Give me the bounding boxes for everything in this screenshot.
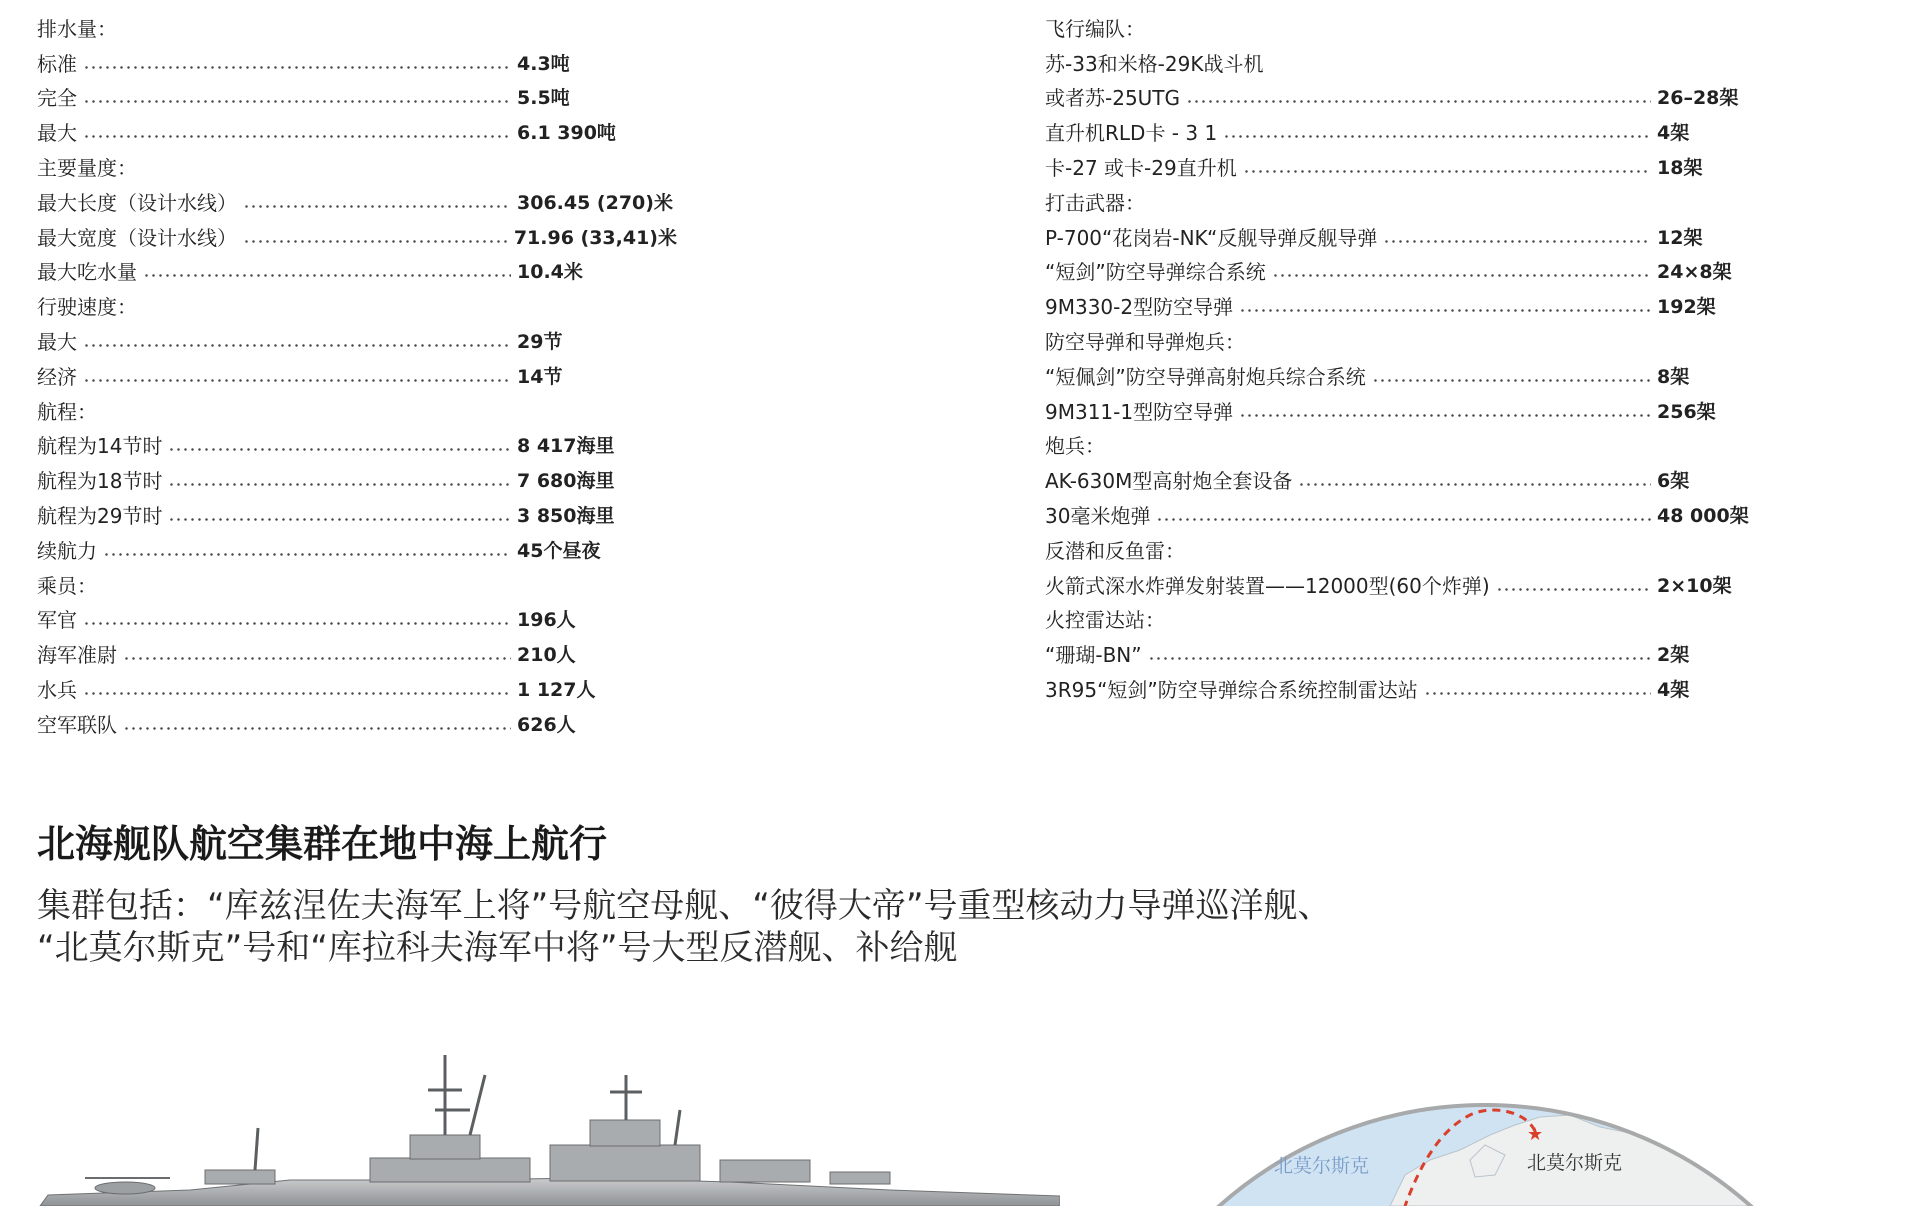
spec-label: P-700“花岗岩-NK“反舰导弹反舰导弹 bbox=[1045, 225, 1378, 250]
description-line-1: 集群包括：“库兹涅佐夫海军上将”号航空母舰、“彼得大帝”号重型核动力导弹巡洋舰、 bbox=[37, 886, 1332, 926]
spec-row bbox=[1045, 493, 1765, 528]
spec-row bbox=[37, 250, 677, 285]
spec-row bbox=[37, 354, 677, 389]
spec-label: 经济 bbox=[37, 364, 77, 389]
spec-value: 1 127人 bbox=[517, 678, 596, 701]
spec-value: 8 417海里 bbox=[517, 435, 615, 458]
spec-label: 军官 bbox=[37, 608, 77, 633]
spec-heading bbox=[37, 145, 677, 180]
ship-hull bbox=[40, 1178, 1060, 1206]
spec-row bbox=[1045, 354, 1765, 389]
spec-label: 排水量： bbox=[37, 16, 117, 41]
spec-label: 行驶速度： bbox=[37, 295, 137, 320]
dot-leader bbox=[243, 231, 508, 245]
spec-row bbox=[37, 319, 677, 354]
spec-label: 航程为14节时 bbox=[37, 434, 163, 459]
spec-value: 192架 bbox=[1657, 296, 1716, 319]
dot-leader bbox=[1298, 474, 1651, 488]
spec-row bbox=[37, 41, 677, 76]
spec-label: 火控雷达站： bbox=[1045, 608, 1165, 633]
spec-value: 29节 bbox=[517, 330, 563, 353]
section-title: 北海舰队航空集群在地中海上航行 bbox=[37, 822, 608, 866]
spec-row bbox=[1045, 145, 1765, 180]
spec-row bbox=[37, 493, 677, 528]
spec-value: 210人 bbox=[517, 644, 576, 667]
spec-label: 主要量度： bbox=[37, 155, 137, 180]
spec-row bbox=[37, 180, 677, 215]
spec-row bbox=[1045, 110, 1765, 145]
spec-row bbox=[37, 598, 677, 633]
spec-label: 卡-27 或卡-29直升机 bbox=[1045, 155, 1237, 180]
spec-label: 乘员： bbox=[37, 573, 97, 598]
spec-value: 256架 bbox=[1657, 400, 1716, 423]
spec-row bbox=[1045, 458, 1765, 493]
spec-label: 航程为18节时 bbox=[37, 469, 163, 494]
spec-value: 4架 bbox=[1657, 678, 1690, 701]
spec-label: 空军联队 bbox=[37, 712, 117, 737]
description-line-2: “北莫尔斯克”号和“库拉科夫海军中将”号大型反潜舰、补给舰 bbox=[37, 928, 958, 968]
spec-value: 6.1 390吨 bbox=[517, 122, 616, 145]
spec-heading bbox=[37, 563, 677, 598]
dot-leader bbox=[1372, 370, 1651, 384]
dot-leader bbox=[1496, 579, 1651, 593]
spec-row bbox=[37, 424, 677, 459]
dot-leader bbox=[1186, 91, 1651, 105]
spec-row bbox=[37, 215, 677, 250]
map-graphic bbox=[1140, 1065, 1780, 1206]
spec-row bbox=[37, 667, 677, 702]
specs-left-column bbox=[37, 6, 677, 737]
dot-leader bbox=[103, 544, 511, 558]
spec-label: 航程为29节时 bbox=[37, 503, 163, 528]
dot-leader bbox=[83, 370, 511, 384]
spec-value: 26–28架 bbox=[1657, 87, 1739, 110]
dot-leader bbox=[1239, 405, 1651, 419]
spec-row bbox=[1045, 284, 1765, 319]
dot-leader bbox=[83, 613, 511, 627]
spec-row bbox=[1045, 632, 1765, 667]
spec-label: 3R95“短剑”防空导弹综合系统控制雷达站 bbox=[1045, 677, 1418, 702]
dot-leader bbox=[123, 648, 511, 662]
route-map bbox=[1140, 1065, 1780, 1206]
spec-value: 24×8架 bbox=[1657, 261, 1732, 284]
spec-row bbox=[1045, 667, 1765, 702]
dot-leader bbox=[1243, 161, 1651, 175]
spec-row bbox=[37, 528, 677, 563]
spec-label: 航程： bbox=[37, 399, 97, 424]
spec-heading bbox=[37, 389, 677, 424]
spec-row bbox=[1045, 563, 1765, 598]
dot-leader bbox=[1272, 265, 1651, 279]
spec-label: 打击武器： bbox=[1045, 190, 1145, 215]
spec-row bbox=[37, 458, 677, 493]
dot-leader bbox=[83, 126, 511, 140]
dot-leader bbox=[1156, 509, 1651, 523]
spec-row bbox=[37, 632, 677, 667]
spec-label: 海军准尉 bbox=[37, 643, 117, 668]
spec-label: 水兵 bbox=[37, 677, 77, 702]
spec-label: 完全 bbox=[37, 86, 77, 111]
spec-row bbox=[1045, 389, 1765, 424]
spec-row bbox=[1045, 250, 1765, 285]
dot-leader bbox=[83, 91, 511, 105]
spec-heading bbox=[1045, 319, 1765, 354]
spec-value: 14节 bbox=[517, 365, 563, 388]
spec-value: 7 680海里 bbox=[517, 470, 615, 493]
dot-leader bbox=[1148, 648, 1651, 662]
spec-value: 71.96 (33,41)米 bbox=[513, 226, 677, 249]
star-icon: ★ bbox=[1527, 1124, 1544, 1145]
spec-label: 30毫米炮弹 bbox=[1045, 503, 1151, 528]
spec-heading bbox=[1045, 598, 1765, 633]
dot-leader bbox=[83, 683, 511, 697]
spec-label: 炮兵： bbox=[1045, 434, 1105, 459]
spec-label: 最大长度（设计水线） bbox=[37, 190, 237, 215]
spec-value: 12架 bbox=[1657, 226, 1703, 249]
spec-row bbox=[37, 76, 677, 111]
dot-leader bbox=[1383, 231, 1651, 245]
ship-superstructure bbox=[205, 1120, 890, 1184]
spec-heading bbox=[1045, 6, 1765, 41]
spec-label: AK-630M型高射炮全套设备 bbox=[1045, 469, 1293, 494]
dot-leader bbox=[1223, 126, 1651, 140]
spec-label: 反潜和反鱼雷： bbox=[1045, 538, 1185, 563]
spec-row bbox=[37, 110, 677, 145]
spec-heading bbox=[1045, 424, 1765, 459]
spec-value: 8架 bbox=[1657, 365, 1690, 388]
spec-label: 防空导弹和导弹炮兵： bbox=[1045, 329, 1245, 354]
spec-label: 9M330-2型防空导弹 bbox=[1045, 295, 1234, 320]
dot-leader bbox=[243, 196, 511, 210]
spec-label: 火箭式深水炸弹发射装置——12000型(60个炸弹) bbox=[1045, 573, 1490, 598]
dot-leader bbox=[168, 474, 511, 488]
spec-heading bbox=[1045, 41, 1765, 76]
map-label-sea: 北莫尔斯克 bbox=[1274, 1155, 1370, 1177]
spec-label: 最大宽度（设计水线） bbox=[37, 225, 237, 250]
spec-label: 飞行编队： bbox=[1045, 16, 1145, 41]
spec-value: 3 850海里 bbox=[517, 504, 615, 527]
spec-label: 续航力 bbox=[37, 538, 97, 563]
dot-leader bbox=[83, 335, 511, 349]
dot-leader bbox=[168, 509, 511, 523]
dot-leader bbox=[143, 265, 511, 279]
spec-label: “短剑”防空导弹综合系统 bbox=[1045, 260, 1266, 285]
spec-value: 2架 bbox=[1657, 644, 1690, 667]
spec-label: 最大 bbox=[37, 329, 77, 354]
spec-label: “珊瑚-BN” bbox=[1045, 643, 1142, 668]
specs-right-column bbox=[1045, 6, 1765, 702]
spec-value: 626人 bbox=[517, 713, 576, 736]
dot-leader bbox=[123, 718, 511, 732]
spec-heading bbox=[37, 6, 677, 41]
dot-leader bbox=[168, 439, 511, 453]
spec-label: 标准 bbox=[37, 51, 77, 76]
section-description bbox=[37, 885, 1537, 969]
spec-value: 45个昼夜 bbox=[517, 539, 601, 562]
spec-row bbox=[1045, 215, 1765, 250]
warship-illustration bbox=[30, 1030, 1060, 1206]
spec-value: 306.45 (270)米 bbox=[517, 191, 673, 214]
spec-value: 5.5吨 bbox=[517, 87, 570, 110]
spec-label: 直升机RLD卡 - 3 1 bbox=[1045, 121, 1218, 146]
spec-label: 或者苏-25UTG bbox=[1045, 86, 1181, 111]
spec-heading bbox=[1045, 180, 1765, 215]
spec-heading bbox=[1045, 528, 1765, 563]
spec-value: 196人 bbox=[517, 609, 576, 632]
spec-value: 2×10架 bbox=[1657, 574, 1732, 597]
spec-heading bbox=[37, 284, 677, 319]
spec-label: 最大 bbox=[37, 121, 77, 146]
dot-leader bbox=[83, 57, 511, 71]
dot-leader bbox=[1424, 683, 1651, 697]
spec-value: 48 000架 bbox=[1657, 504, 1749, 527]
spec-value: 18架 bbox=[1657, 156, 1703, 179]
spec-value: 4.3吨 bbox=[517, 52, 570, 75]
spec-row bbox=[37, 702, 677, 737]
spec-value: 4架 bbox=[1657, 122, 1690, 145]
spec-row bbox=[1045, 76, 1765, 111]
spec-label: 9M311-1型防空导弹 bbox=[1045, 399, 1234, 424]
spec-label: “短佩剑”防空导弹高射炮兵综合系统 bbox=[1045, 364, 1366, 389]
spec-label: 苏-33和米格-29K战斗机 bbox=[1045, 51, 1264, 76]
dot-leader bbox=[1239, 300, 1651, 314]
spec-label: 最大吃水量 bbox=[37, 260, 137, 285]
map-label-city: 北莫尔斯克 bbox=[1527, 1152, 1623, 1174]
spec-value: 10.4米 bbox=[517, 261, 583, 284]
spec-value: 6架 bbox=[1657, 470, 1690, 493]
